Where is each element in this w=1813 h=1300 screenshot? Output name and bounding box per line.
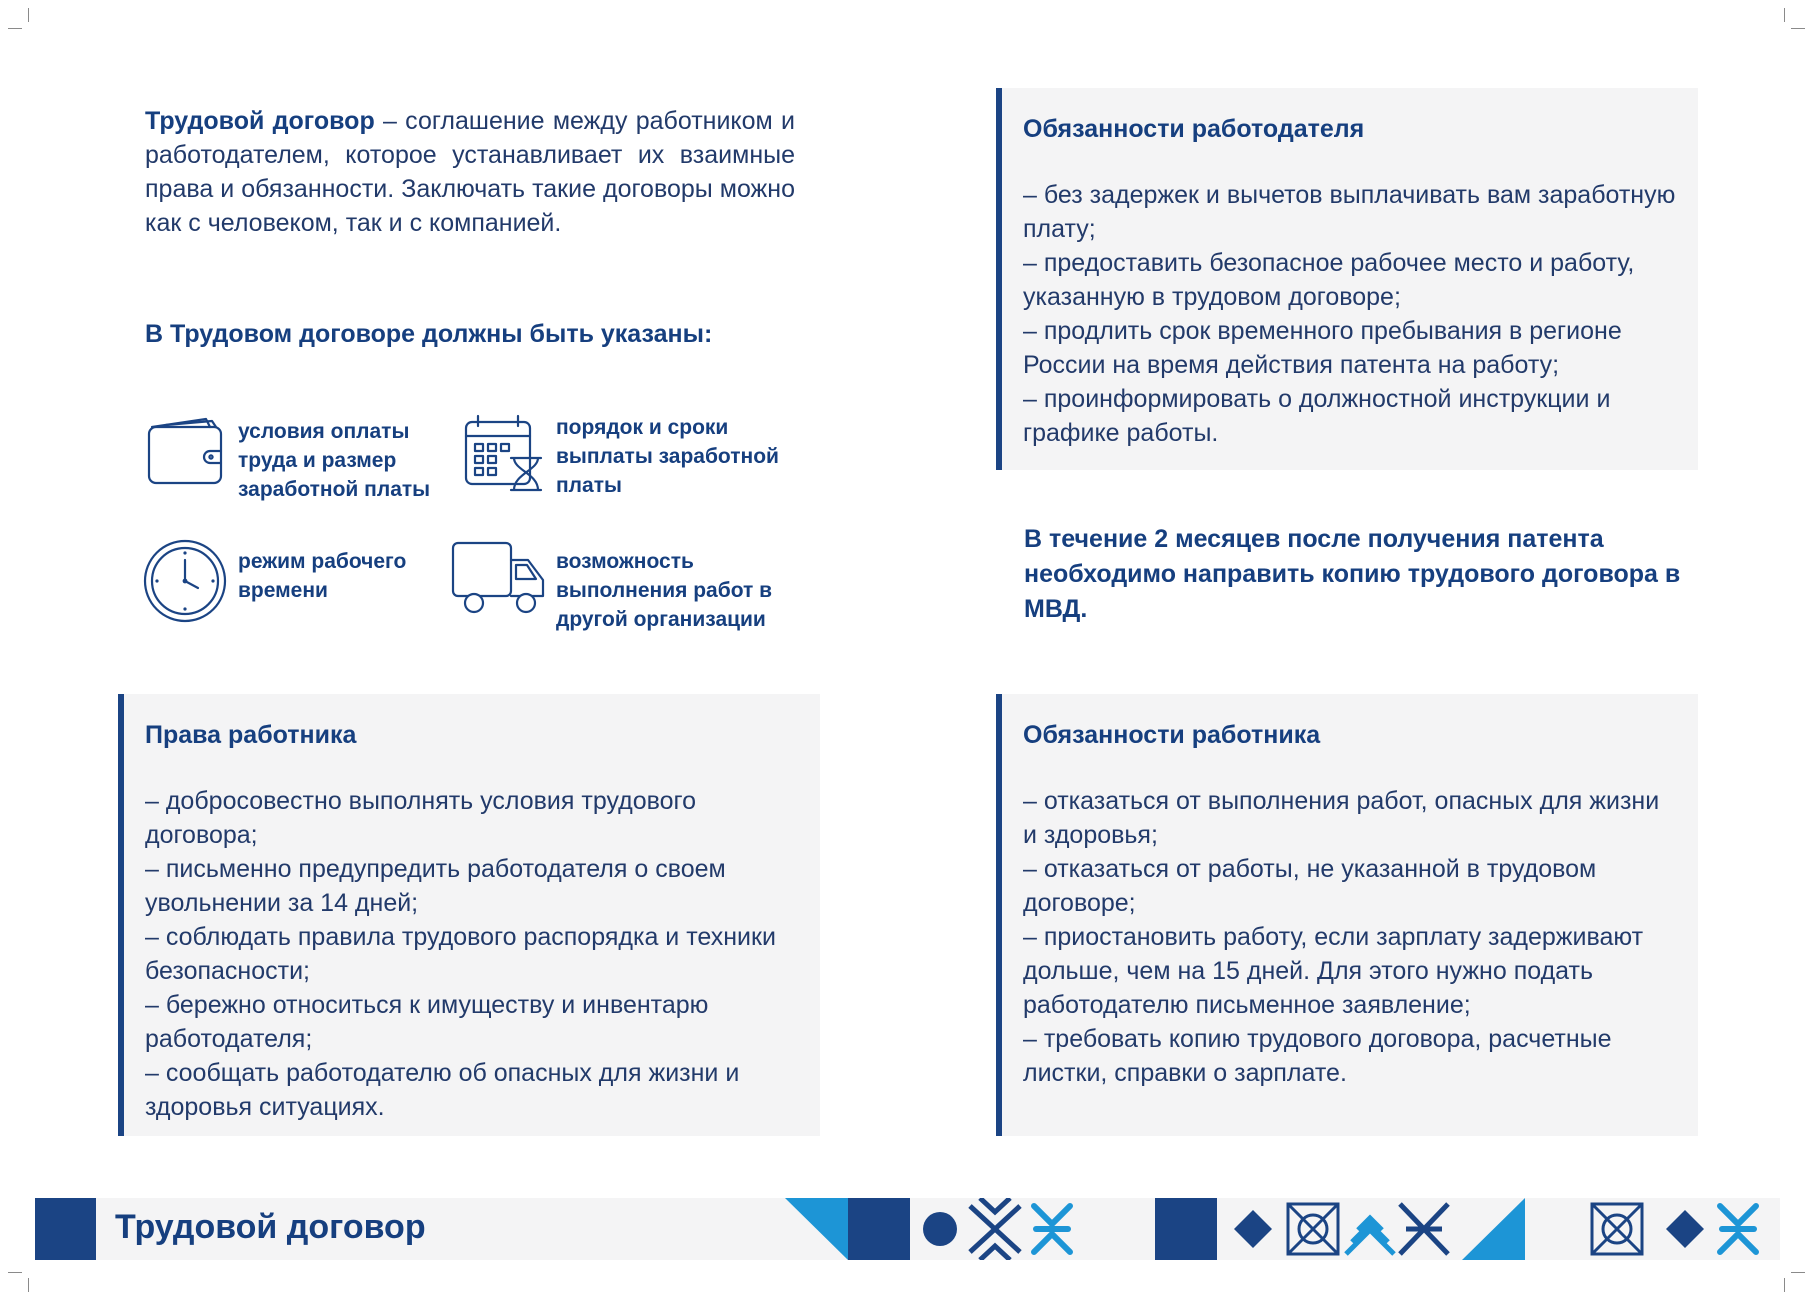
intro-paragraph [145,104,795,240]
feature-external-work: возможность выполнения работ в другой организации [556,550,773,631]
employer-duties-panel [996,88,1698,470]
employer-duties-title: Обязанности работодателя [1023,115,1365,143]
crop-mark [1791,1272,1805,1273]
list-item: – письменно предупредить работодателя о своем увольнении за 14 дней; [145,855,726,917]
list-item: – сообщать работодателю об опасных для жизни и здоровья ситуациях. [145,1059,740,1121]
intro-definition: – соглашение между работником и работодателем, которое устанавливает их взаимные права и обязанности. Заключать такие договоры можно как с человеком, так и с компанией. [145,107,795,237]
crop-mark [28,1278,29,1292]
notice-text: В течение 2 месяцев после получения патента необходимо направить копию трудового договора в МВД. [1024,525,1681,623]
crop-mark [8,1272,22,1273]
employee-duties-title: Обязанности работника [1023,721,1321,749]
feature-wage-conditions: условия оплаты труда и размер заработной платы [238,420,431,501]
list-item: – продлить срок временного пребывания в регионе России на время действия патента на работу; [1023,317,1622,379]
intro-term: Трудовой договор [145,107,375,135]
list-item: – приостановить работу, если зарплату задерживают дольше, чем на 15 дней. Для этого нужно подать работодателю письменное заявление; [1023,923,1644,1019]
list-item: – добросовестно выполнять условия трудового договора; [145,787,696,849]
list-item: – требовать копию трудового договора, расчетные листки, справки о зарплате. [1023,1025,1612,1087]
crop-mark [28,8,29,22]
list-item: – предоставить безопасное рабочее место и работу, указанную в трудовом договоре; [1023,249,1635,311]
footer-title: Трудовой договор [115,1208,426,1246]
employee-duties-list [1023,784,1676,1090]
feature-work-schedule: режим рабочего времени [238,550,407,602]
employer-duties-list [1023,178,1676,450]
crop-mark [8,28,22,29]
footer-square [35,1198,96,1260]
feature-payment-schedule: порядок и сроки выплаты заработной платы [556,416,779,497]
crop-mark [1784,1278,1785,1292]
list-item: – без задержек и вычетов выплачивать вам заработную плату; [1023,181,1676,243]
contract-items-title: В Трудовом договоре должны быть указаны: [145,320,713,348]
footer-ornament [780,1198,1780,1260]
calendar-hourglass-icon [463,414,545,494]
employee-rights-list [145,784,798,1124]
crop-mark [1784,8,1785,22]
list-item: – соблюдать правила трудового распорядка и техники безопасности; [145,923,776,985]
wallet-icon [146,415,226,487]
employee-duties-panel [996,694,1698,1136]
crop-mark [1791,28,1805,29]
employee-rights-title: Права работника [145,721,357,749]
clock-icon [142,538,228,624]
list-item: – отказаться от работы, не указанной в трудовом договоре; [1023,855,1597,917]
employee-rights-panel [118,694,820,1136]
list-item: – проинформировать о должностной инструкции и графике работы. [1023,385,1611,447]
list-item: – бережно относиться к имуществу и инвентарю работодателя; [145,991,709,1053]
truck-icon [450,540,548,616]
list-item: – отказаться от выполнения работ, опасных для жизни и здоровья; [1023,787,1660,849]
